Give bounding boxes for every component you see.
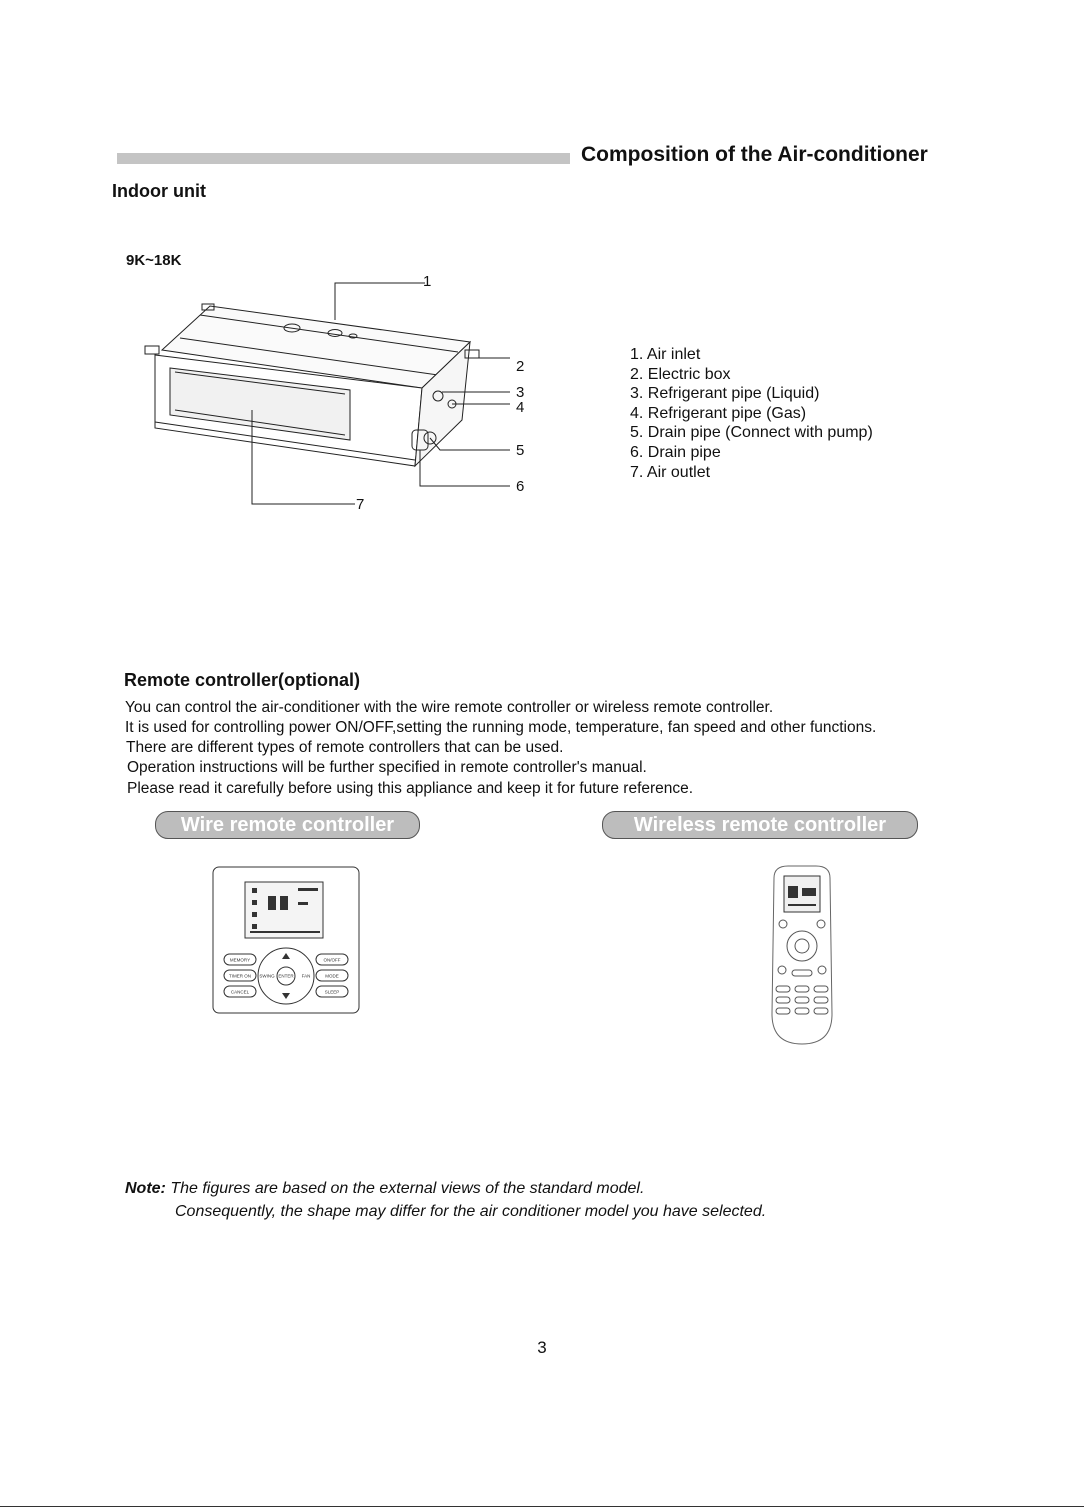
- sleep-button-label: SLEEP: [324, 989, 340, 995]
- legend-item: 3. Refrigerant pipe (Liquid): [630, 385, 820, 403]
- enter-button-label: ENTER: [278, 973, 294, 979]
- legend-item: 5. Drain pipe (Connect with pump): [630, 424, 873, 442]
- indoor-unit-diagram: [140, 270, 540, 515]
- on-off-button-label: ON/OFF: [323, 957, 341, 963]
- timer-on-button-label: TIMER ON: [229, 973, 251, 979]
- callout-5: 5: [516, 442, 525, 459]
- page-number: 3: [537, 1338, 547, 1357]
- callout-7: 7: [356, 496, 365, 513]
- note-block: [125, 1177, 766, 1223]
- legend-item: 4. Refrigerant pipe (Gas): [630, 404, 807, 422]
- remote-controller-heading: Remote controller(optional): [124, 670, 361, 690]
- callout-4: 4: [516, 399, 525, 416]
- wire-remote-label: Wire remote controller: [155, 811, 420, 839]
- remote-paragraph-1: You can control the air-conditioner with the wire remote controller or wireless remote controller.: [125, 699, 774, 716]
- remote-paragraph-5: Please read it carefully before using this appliance and keep it for future reference.: [127, 780, 694, 797]
- mode-button-label: MODE: [325, 973, 339, 979]
- legend-item: 7. Air outlet: [630, 463, 711, 481]
- cancel-button-label: CANCEL: [230, 989, 250, 995]
- legend-item: 6. Drain pipe: [630, 443, 721, 461]
- indoor-unit-heading: Indoor unit: [112, 181, 206, 201]
- callout-3: 3: [516, 384, 525, 401]
- page-title: Composition of the Air-conditioner: [581, 143, 928, 166]
- parts-legend: [630, 345, 873, 482]
- memory-button-label: MEMORY: [229, 957, 251, 963]
- note-label: Note:: [125, 1180, 166, 1197]
- note-line-2: Consequently, the shape may differ for the air conditioner model you have selected.: [175, 1203, 767, 1220]
- remote-paragraph-3: There are different types of remote controllers that can be used.: [126, 739, 564, 756]
- remote-paragraph-4: Operation instructions will be further specified in remote controller's manual.: [127, 759, 647, 776]
- model-range-label: 9K~18K: [126, 252, 182, 269]
- legend-item: 1. Air inlet: [630, 346, 701, 363]
- callout-2: 2: [516, 358, 525, 375]
- legend-item: 2. Electric box: [630, 365, 731, 383]
- wireless-remote-label: Wireless remote controller: [602, 811, 918, 839]
- wire-remote-illustration: [212, 866, 360, 1014]
- title-decorative-bar: [117, 153, 570, 164]
- fan-button-label: FAN: [301, 973, 311, 979]
- wireless-remote-illustration: [766, 864, 838, 1048]
- remote-paragraph-2: It is used for controlling power ON/OFF,setting the running mode, temperature, fan speed and other functions.: [125, 719, 877, 736]
- callout-1: 1: [423, 273, 432, 290]
- bottom-divider: [0, 1506, 1084, 1507]
- callout-6: 6: [516, 478, 525, 495]
- note-line-1: The figures are based on the external views of the standard model.: [170, 1180, 645, 1197]
- swing-button-label: SWING: [259, 973, 275, 979]
